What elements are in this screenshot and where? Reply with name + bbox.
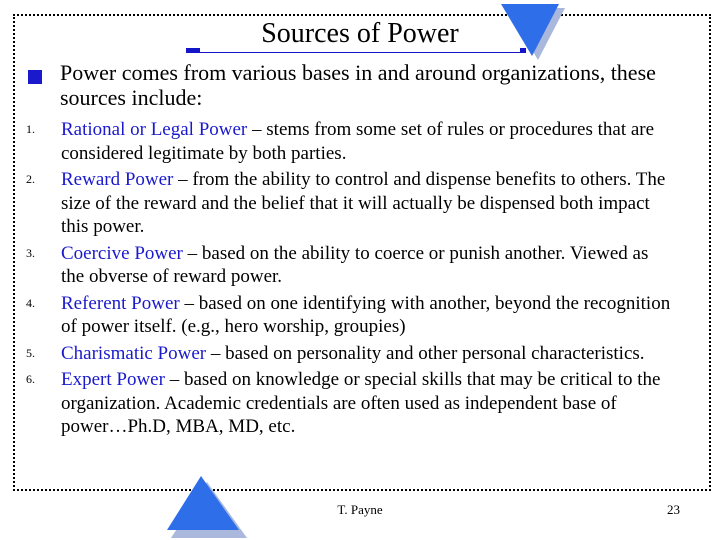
power-sources-list [24,118,674,442]
item-number: 4. [26,295,35,310]
item-number: 1. [26,122,35,136]
list-item [24,118,674,165]
item-number: 2. [26,172,35,186]
intro-text: Power comes from various bases in and around organizations, these sources include: [60,60,656,110]
item-text: – stems from some set of rules or procedures that are considered legitimate by both parties. [61,119,655,164]
item-text: – from the ability to control and dispense benefits to others. The size of the reward and the belief that it will actually be dispensed both impact this power. [61,169,666,237]
item-text: – based on knowledge or special skills that may be critical to the organization. Academic credentials are often used as independent base of power…Ph.D, MBA, MD, etc. [61,369,661,437]
list-item [24,292,674,339]
item-text: – based on one identifying with another, beyond the recognition of power itself. (e.g., hero worship, groupies) [61,292,671,337]
item-number: 6. [26,372,35,386]
item-term: Expert Power [61,369,165,390]
list-item [24,242,674,289]
item-number: 3. [26,245,35,260]
intro-bullet [24,60,674,110]
item-term: Charismatic Power [61,342,207,364]
page-number: 23 [667,502,680,517]
slide-title: Sources of Power [200,16,520,52]
item-term: Reward Power [61,169,174,190]
item-term: Coercive Power [61,242,183,264]
footer-author: T. Payne [337,502,383,517]
bullet-icon [28,70,42,84]
list-item [24,168,674,239]
item-term: Referent Power [61,292,180,314]
list-item [24,368,674,439]
item-term: Rational or Legal Power [61,119,248,140]
item-number: 5. [26,345,35,360]
triangle-decoration-top [497,4,569,64]
list-item [24,342,674,366]
item-text: – based on the ability to coerce or punish another. Viewed as the obverse of reward power. [61,242,649,287]
triangle-decoration-bottom [165,474,255,540]
item-text: – based on personality and other personal characteristics. [206,342,645,364]
